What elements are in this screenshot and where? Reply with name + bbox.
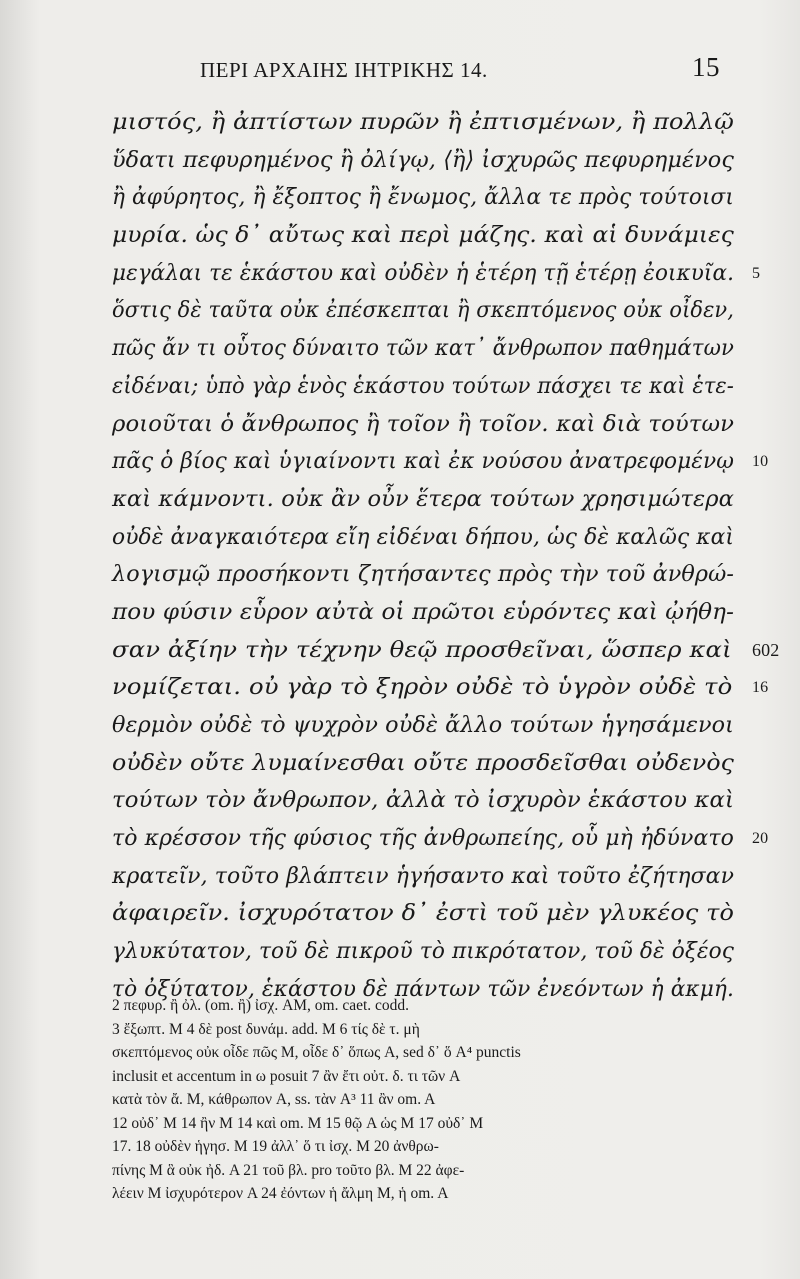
text-line-content: τὸ κρέσσον τῆς φύσιος τῆς ἀνθρωπείης, οὗ μὴ ἠδύνατο bbox=[112, 825, 734, 852]
text-line-content: κρατεῖν, τοῦτο βλάπτειν ἡγήσαντο καὶ τοῦτο ἐζήτησαν bbox=[112, 862, 735, 889]
text-line bbox=[112, 745, 734, 783]
text-line-content: ἢ ἀφύρητος, ἢ ἔξοπτος ἢ ἔνωμος, ἄλλα τε πρὸς τούτοισι bbox=[112, 184, 734, 211]
margin-line-number: 602 bbox=[752, 639, 780, 660]
text-line bbox=[112, 594, 734, 632]
text-line-content: πῶς ἄν τι οὗτος δύναιτο τῶν κατ᾽ ἄνθρωπον παθημάτων bbox=[112, 335, 734, 362]
text-line-content: οὐδὲ ἀναγκαιότερα εἴη εἰδέναι δήπου, ὡς δὲ καλῶς καὶ bbox=[112, 523, 735, 550]
text-line bbox=[112, 669, 769, 707]
text-line bbox=[112, 556, 734, 594]
text-line bbox=[112, 292, 734, 330]
main-text bbox=[112, 104, 780, 1009]
margin-line-number: 20 bbox=[752, 830, 769, 848]
text-line bbox=[112, 104, 734, 142]
footnote-line: κατὰ τὸν ἄ. M, κάθρωπον A, ss. τὰν A³ 11 ἂν om. A bbox=[112, 1091, 436, 1108]
text-line-content: ἀφαιρεῖν. ἰσχυρότατον δ᾽ ἐστὶ τοῦ μὲν γλυκέος τὸ bbox=[112, 900, 735, 927]
text-line-content: γλυκύτατον, τοῦ δὲ πικροῦ τὸ πικρότατον, τοῦ δὲ ὀξέος bbox=[112, 938, 735, 965]
text-line bbox=[112, 142, 734, 180]
text-line bbox=[112, 443, 769, 481]
footnote-line: inclusit et accentum in ω posuit 7 ἂν ἔτι οὐτ. δ. τι τῶν A bbox=[112, 1067, 461, 1085]
footnote-line: 12 οὐδ᾽ M 14 ἢν M 14 καὶ om. M 15 θῷ A ὡς M 17 οὐδ᾽ M bbox=[112, 1114, 484, 1132]
text-line bbox=[112, 217, 734, 255]
text-line bbox=[112, 632, 780, 670]
text-line-content: μυρία. ὡς δ᾽ αὔτως καὶ περὶ μάζης. καὶ αἱ δυνάμιες bbox=[112, 222, 734, 249]
footnote-line: σκεπτόμενος οὐκ οἶδε πῶς M, οἶδε δ᾽ ὅπως A, sed δ᾽ ὅ A⁴ punctis bbox=[112, 1044, 521, 1061]
text-line-content: που φύσιν εὗρον αὐτὰ οἱ πρῶτοι εὑρόντες καὶ ᾠήθη- bbox=[112, 598, 735, 625]
text-line-content: τὸ ὀξύτατον, ἑκάστου δὲ πάντων τῶν ἐνεόντων ἡ ἀκμή. bbox=[112, 975, 734, 1002]
text-line bbox=[112, 820, 769, 858]
text-line-content: πᾶς ὁ βίος καὶ ὑγιαίνοντι καὶ ἐκ νούσου ἀνατρεφομένῳ bbox=[112, 448, 734, 475]
text-line bbox=[112, 895, 734, 933]
text-line bbox=[112, 858, 734, 896]
margin-line-number: 16 bbox=[752, 679, 769, 697]
margin-line-number: 10 bbox=[752, 453, 769, 471]
text-line bbox=[112, 933, 734, 971]
footnote-line: πίνης M ἃ οὐκ ἠδ. A 21 τοῦ βλ. pro τοῦτο βλ. M 22 ἀφε- bbox=[112, 1161, 465, 1179]
text-line-content: μιστός, ἢ ἀπτίστων πυρῶν ἢ ἐπτισμένων, ἢ πολλῷ bbox=[112, 109, 734, 135]
running-title: ΠΕΡΙ ΑΡΧΑΙΗΣ ΙΗΤΡΙΚΗΣ 14. bbox=[200, 58, 488, 82]
text-line bbox=[112, 707, 734, 745]
text-line-content: νομίζεται. οὐ γὰρ τὸ ξηρὸν οὐδὲ τὸ ὑγρὸν οὐδὲ τὸ bbox=[112, 674, 733, 701]
text-line-content: ὅστις δὲ ταῦτα οὐκ ἐπέσκεπται ἢ σκεπτόμενος οὐκ οἶδεν, bbox=[112, 297, 735, 324]
text-line-content: ὕδατι πεφυρημένος ἢ ὀλίγῳ, ⟨ἢ⟩ ἰσχυρῶς πεφυρημένος bbox=[112, 146, 734, 173]
text-line-content: εἰδέναι; ὑπὸ γὰρ ἑνὸς ἑκάστου τούτων πάσχει τε καὶ ἑτε- bbox=[112, 372, 734, 399]
footnote-line: λέειν M ἰσχυρότερον A 24 ἐόντων ἡ ἄλμη M, ἡ om. A bbox=[112, 1185, 449, 1202]
text-line-content: λογισμῷ προσήκοντι ζητήσαντες πρὸς τὴν τοῦ ἀνθρώ- bbox=[112, 561, 735, 588]
footnote-line: 3 ἔξωπτ. M 4 δὲ post δυνάμ. add. M 6 τίς δὲ τ. μὴ bbox=[112, 1020, 420, 1038]
text-line bbox=[112, 519, 734, 557]
footnote-line: 17. 18 οὐδὲν ἡγησ. M 19 ἀλλ᾽ ὅ τι ἰσχ. M 20 ἀνθρω- bbox=[112, 1138, 439, 1155]
text-line-content: οὐδὲν οὔτε λυμαίνεσθαι οὔτε προσδεῖσθαι οὐδενὸς bbox=[112, 749, 735, 776]
page-number: 15 bbox=[692, 52, 720, 82]
critical-apparatus bbox=[112, 994, 737, 1206]
text-line-content: σαν ἀξίην τὴν τέχνην θεῷ προσθεῖναι, ὥσπερ καὶ bbox=[112, 636, 732, 663]
footnote-line: 2 πεφυρ. ἢ ὀλ. (om. ἢ) ἰσχ. AM, om. caet. codd. bbox=[112, 997, 410, 1014]
text-line bbox=[112, 406, 734, 444]
text-line-content: θερμὸν οὐδὲ τὸ ψυχρὸν οὐδὲ ἄλλο τούτων ἡγησάμενοι bbox=[112, 712, 735, 738]
text-line bbox=[112, 481, 734, 519]
text-line bbox=[112, 368, 734, 406]
text-line bbox=[112, 782, 734, 820]
text-line-content: ροιοῦται ὁ ἄνθρωπος ἢ τοῖον ἢ τοῖον. καὶ διὰ τούτων bbox=[112, 410, 735, 437]
text-line bbox=[112, 255, 761, 293]
text-line-content: μεγάλαι τε ἑκάστου καὶ οὐδὲν ἡ ἑτέρη τῇ ἑτέρῃ ἐοικυῖα. bbox=[112, 259, 735, 286]
text-line-content: καὶ κάμνοντι. οὐκ ἂν οὖν ἕτερα τούτων χρησιμώτερα bbox=[112, 485, 735, 512]
text-line bbox=[112, 330, 734, 368]
text-line-content: τούτων τὸν ἄνθρωπον, ἀλλὰ τὸ ἰσχυρὸν ἑκάστου καὶ bbox=[112, 787, 735, 814]
text-line bbox=[112, 179, 734, 217]
margin-line-number: 5 bbox=[752, 264, 761, 282]
